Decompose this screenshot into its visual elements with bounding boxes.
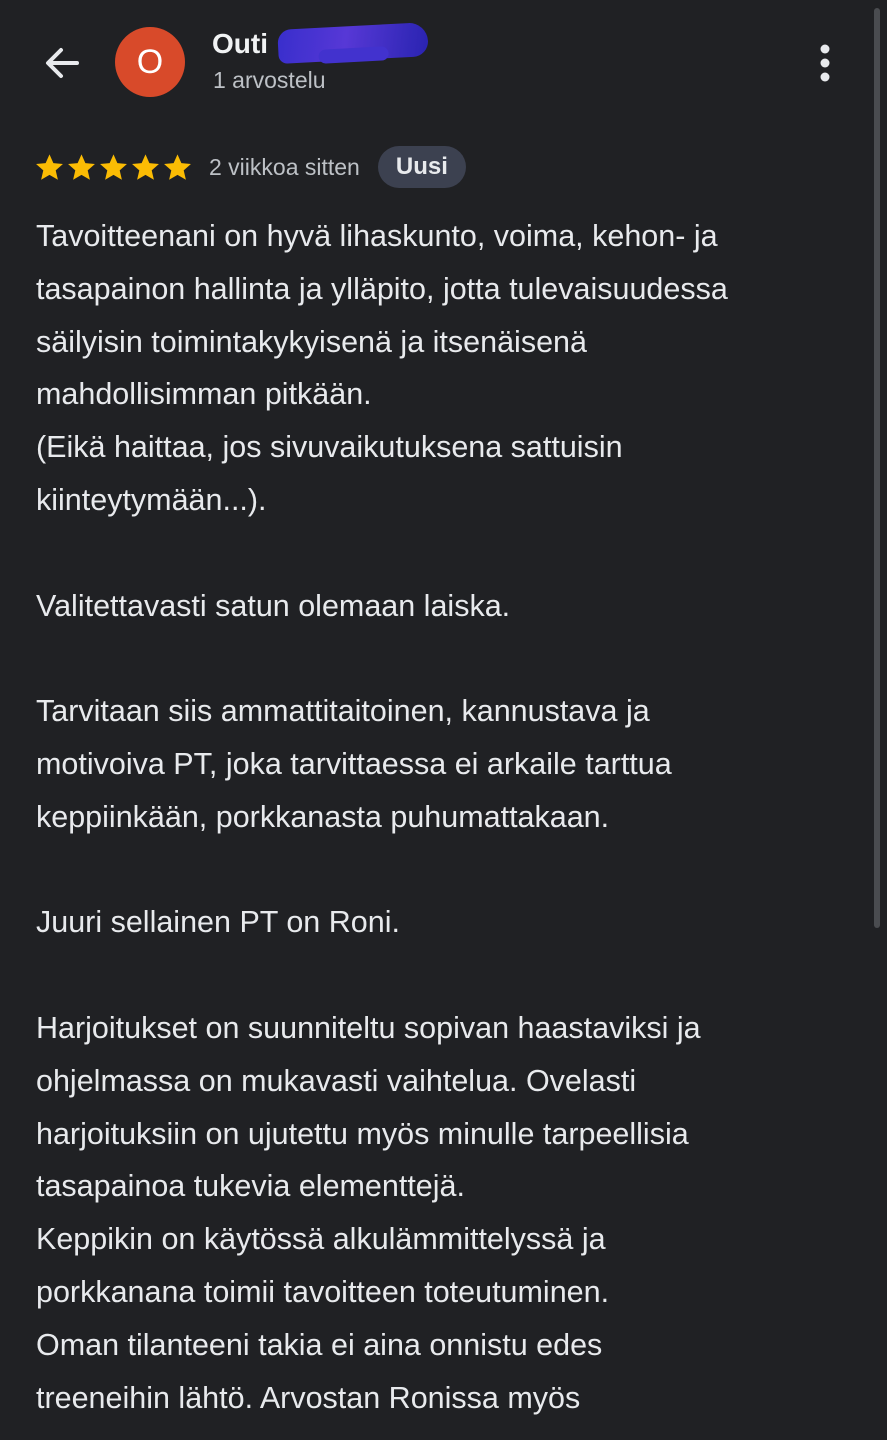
avatar[interactable] [115,27,185,97]
star-icon [66,152,97,183]
name-redaction [277,22,429,64]
scrollbar[interactable] [874,8,880,928]
new-badge: Uusi [378,146,466,188]
review-paragraph: Harjoitukset on suunniteltu sopivan haastaviksi ja ohjelmassa on mukavasti vaihtelua. Ovelasti harjoituksiin on ujutettu myös minulle tarpeellisia tasapainoa tukevia elementtejä. Keppikin on käytössä alkulämmittelyssä ja porkkanana toimii tavoitteen toteutuminen. Oman tilanteeni takia ei aina onnistu edes treeneihin lähtö. Arvostan Ronissa myös [36,1010,701,1415]
star-icon [130,152,161,183]
review-header [0,0,887,130]
review-paragraph: Tarvitaan siis ammattitaitoinen, kannustava ja motivoiva PT, joka tarvittaessa ei arkaile tarttua keppiinkään, porkkanasta puhumattakaan. [36,694,672,834]
review-text [36,210,856,1424]
rating-row [34,144,466,190]
more-options-button[interactable] [806,40,844,86]
star-icon [34,152,65,183]
avatar-initial: O [136,42,164,81]
star-icon [162,152,193,183]
user-name[interactable]: Outi [212,28,268,59]
back-button[interactable] [38,40,84,86]
more-vert-icon [818,43,832,83]
review-date: 2 viikkoa sitten [209,153,360,180]
star-icon [98,152,129,183]
star-rating [34,152,193,183]
arrow-back-icon [41,43,81,83]
review-count: 1 arvostelu [213,67,326,93]
review-paragraph: Tavoitteenani on hyvä lihaskunto, voima, kehon- ja tasapainon hallinta ja ylläpito, jotta tulevaisuudessa säilyisin toimintakykyisenä ja itsenäisenä mahdollisimman pitkään. (Eikä haittaa, jos sivuvaikutuksena sattuisin kiinteytymään...). [36,219,728,517]
review-paragraph: Valitettavasti satun olemaan laiska. [36,588,511,623]
review-paragraph: Juuri sellainen PT on Roni. [36,905,400,940]
